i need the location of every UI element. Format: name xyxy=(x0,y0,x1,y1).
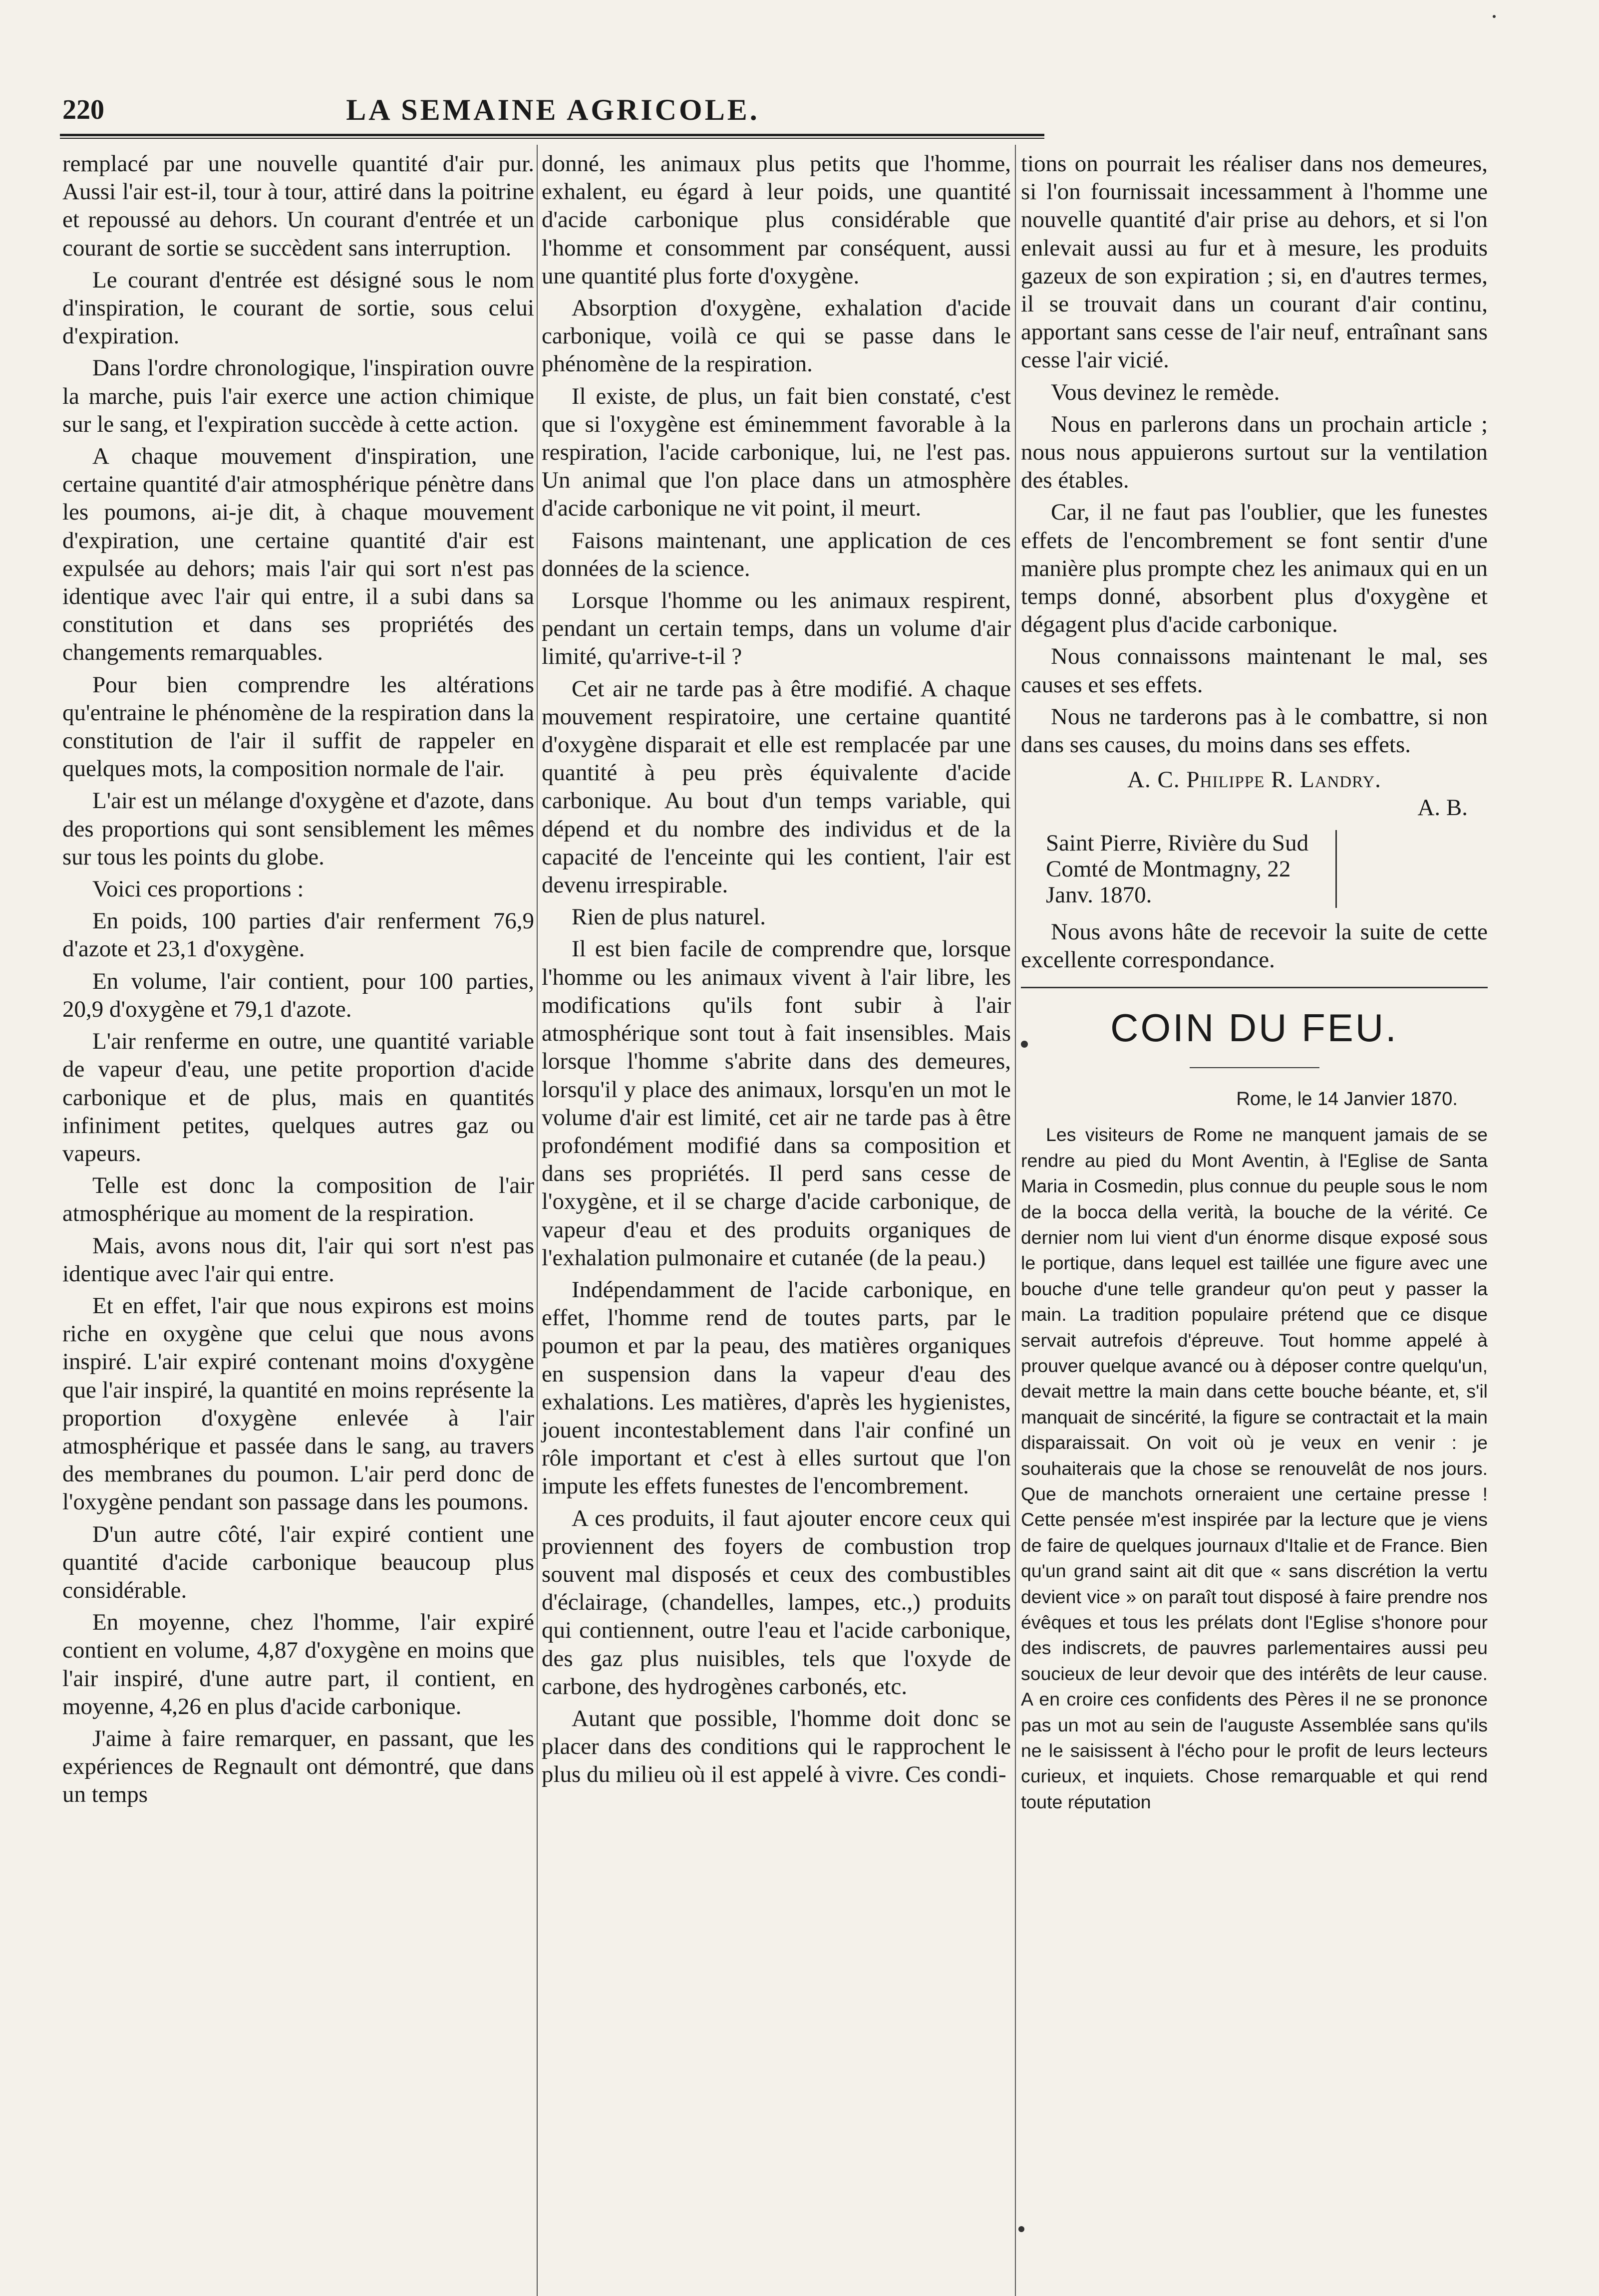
paragraph: En volume, l'air contient, pour 100 parties, 20,9 d'oxygène et 79,1 d'azote. xyxy=(62,968,534,1022)
paragraph: Car, il ne faut pas l'oublier, que les funestes effets de l'encombrement se font sentir d'une manière plus prompte chez les animaux qui en un temps donné, absorbent plus d'oxygène et dégagent plus d'acide carbonique. xyxy=(1021,499,1488,638)
paragraph: A chaque mouvement d'inspiration, une certaine quantité d'air atmosphérique pénètre dans les poumons, ai-je dit, à chaque mouvement d'expiration, une certaine quantité d'air est expulsée au dehors; mais l'air qui sort n'est pas identique avec l'air qui entre, il a subi dans sa constitution et dans ses propriétés des changements remarquables. xyxy=(62,443,534,666)
section-rule-short xyxy=(1190,1067,1319,1068)
paragraph: En moyenne, chez l'homme, l'air expiré contient en volume, 4,87 d'oxygène en moins que l'air inspiré, d'une autre part, il contient, en moyenne, 4,26 en plus d'acide carbonique. xyxy=(62,1609,534,1720)
paragraph: J'aime à faire remarquer, en passant, que les expériences de Regnault ont démontré, que dans un temps xyxy=(62,1725,534,1808)
ink-speck xyxy=(1493,15,1496,18)
author-signature: A. C. Philippe R. Landry. xyxy=(1127,767,1381,793)
paragraph: Il est bien facile de comprendre que, lorsque l'homme ou les animaux vivent à l'air libre, les modifications qu'ils font subir à l'air atmosphérique sont tout à fait insensibles. Mais lorsque l'homme s'abrite dans des demeures, lorsqu'il y place des animaux, lorsqu'en un mot le volume d'air est limité, cet air ne tarde pas à être profondément modifié dans sa composition et dans ses propriétés. Il perd sans cesse de l'oxygène, et il se charge d'acide carbonique, de vapeur d'eau et des produits organiques de l'exhalation pulmonaire et cutanée (de la peau.) xyxy=(542,936,1011,1271)
paragraph: Lorsque l'homme ou les animaux respirent, pendant un certain temps, dans un volume d'air limité, qu'arrive-t-il ? xyxy=(542,587,1011,670)
column-divider xyxy=(1015,145,1016,2296)
paragraph: Faisons maintenant, une application de ces données de la science. xyxy=(542,527,1011,581)
paragraph: Et en effet, l'air que nous expirons est moins riche en oxygène que celui que nous avons inspiré. L'air expiré contenant moins d'oxygène que l'air inspiré, la quantité en moins représente la proportion d'oxygène enlevée à l'air atmosphérique et passée dans le sang, au travers des membranes du poumon. L'air perd donc de l'oxygène pendant son passage dans les poumons. xyxy=(62,1292,534,1515)
paragraph: Il existe, de plus, un fait bien constaté, c'est que si l'oxygène est éminemment favorable à la respiration, l'acide carbonique, lui, ne l'est pas. Un animal que l'on place dans un atmosphère d'acide carbonique ne vit point, il meurt. xyxy=(542,383,1011,522)
feature-article xyxy=(1021,1122,1488,1815)
section-title: COIN DU FEU. xyxy=(1110,1006,1398,1050)
paragraph: Indépendamment de l'acide carbonique, en effet, l'homme rend de toutes parts, par le poumon et par la peau, des matières organiques en suspension dans la vapeur d'eau des exhalations. Les matières, d'après les hygienistes, jouent incontestablement dans l'air confiné un rôle important et c'est à elles surtout que l'on impute les effets funestes de l'encombrement. xyxy=(542,1276,1011,1499)
author-initials: A. B. xyxy=(1417,795,1468,821)
paragraph: Autant que possible, l'homme doit donc se placer dans des conditions qui le rapprochent le plus du milieu où il est appelé à vivre. Ces condi- xyxy=(542,1705,1011,1788)
ink-speck xyxy=(1018,2226,1024,2232)
page-number: 220 xyxy=(62,94,104,125)
page-header xyxy=(62,92,1043,127)
paragraph: Cet air ne tarde pas à être modifié. A chaque mouvement respiratoire, une certaine quantité d'oxygène disparait et elle est remplacée par une quantité à peu près équivalente d'acide carbonique. Au bout d'un temps variable, qui dépend et du nombre des individus et de la capacité de l'enceinte qui les contient, l'air est devenu irrespirable. xyxy=(542,675,1011,898)
paragraph: Mais, avons nous dit, l'air qui sort n'est pas identique avec l'air qui entre. xyxy=(62,1232,534,1287)
paragraph: A ces produits, il faut ajouter encore ceux qui proviennent des foyers de combustion trop souvent mal disposés et ceux des combustibles d'éclairage, (chandelles, lampes, etc.,) produits qui contiennent, outre l'eau et l'acide carbonique, des gaz plus nuisibles, tels que l'oxyde de carbone, des hydrogènes carbonés, etc. xyxy=(542,1505,1011,1700)
paragraph: Pour bien comprendre les altérations qu'entraine le phénomène de la respiration dans la constitution de l'air il suffit de rappeler en quelques mots, la composition normale de l'air. xyxy=(62,671,534,782)
paragraph: Nous connaissons maintenant le mal, ses causes et ses effets. xyxy=(1021,643,1488,698)
paragraph: En poids, 100 parties d'air renferment 76,9 d'azote et 23,1 d'oxygène. xyxy=(62,908,534,962)
column-2 xyxy=(542,150,1011,1793)
paragraph: remplacé par une nouvelle quantité d'air pur. Aussi l'air est-il, tour à tour, attiré dans la poitrine et repoussé au dehors. Un courant d'entrée et un courant de sortie se succèdent sans interruption. xyxy=(62,151,534,261)
header-rule-thin xyxy=(60,138,1044,139)
paragraph: Absorption d'oxygène, exhalation d'acide carbonique, voilà ce qui se passe dans le phénomène de la respiration. xyxy=(542,295,1011,377)
dateline: Rome, le 14 Janvier 1870. xyxy=(1236,1089,1458,1110)
paragraph: Nous ne tarderons pas à le combattre, si non dans ses causes, du moins dans ses effets. xyxy=(1021,703,1488,758)
paragraph: Vous devinez le remède. xyxy=(1051,379,1280,405)
paragraph: Nous en parlerons dans un prochain article ; nous nous appuierons surtout sur la ventilation des étables. xyxy=(1021,411,1488,494)
column-divider xyxy=(537,145,538,2296)
column-3 xyxy=(1021,150,1488,1815)
column-1 xyxy=(62,150,534,1813)
paragraph: Les visiteurs de Rome ne manquent jamais de se rendre au pied du Mont Aventin, à l'Eglise de Santa Maria in Cosmedin, plus connue du peuple sous le nom de la bocca della verità, la bouche de la vérité. Ce dernier nom lui vient d'un énorme disque exposé sous le portique, dans lequel est taillée une figure avec une bouche d'une telle grandeur qu'on peut y passer la main. La tradition populaire prétend que ce disque servait autrefois d'épreuve. Tout homme appelé à prouver quelque avancé ou à déposer contre quelqu'un, devait mettre la main dans cette bouche béante, et, s'il manquait de sincérité, la figure se contractait et la main disparaissait. On voit où je veux en venir : je souhaiterais que la chose se renouvelât de nos jours. Que de manchots orneraient une certaine presse ! Cette pensée m'est inspirée par la lecture que je viens de faire de quelques journaux d'Italie et de France. Bien qu'un grand saint ait dit que « sans discrétion la vertu devient vice » on paraît tout disposé à faire prendre nos évêques et tous les prélats dont l'Eglise s'honore pour des indiscrets, de pauvres parlementaires aussi peu soucieux de leur devoir que des intérêts de leur cause. A en croire ces confidents des Pères il ne se prononce pas un mot au sein de l'auguste Assemblée sans qu'ils ne le saisissent à l'écho pour le profit de leurs lecteurs curieux, et inquiets. Chose remarquable et qui rend toute réputation xyxy=(1021,1124,1488,1812)
editor-note: Nous avons hâte de recevoir la suite de cette excellente correspondance. xyxy=(1021,918,1488,973)
header-rule xyxy=(60,134,1044,136)
paragraph: Dans l'ordre chronologique, l'inspiration ouvre la marche, puis l'air exerce une action chimique sur le sang, et l'expiration succède à cette action. xyxy=(62,355,534,437)
paragraph: L'air est un mélange d'oxygène et d'azote, dans des proportions qui sont sensiblement les mêmes sur tous les points du globe. xyxy=(62,788,534,870)
paragraph: Le courant d'entrée est désigné sous le nom d'inspiration, le courant de sortie, sous celui d'expiration. xyxy=(62,267,534,349)
paragraph: L'air renferme en outre, une quantité variable de vapeur d'eau, une petite proportion d'acide carbonique et de plus, mais en quantités infiniment petites, quelques autres gaz ou vapeurs. xyxy=(62,1028,534,1166)
place-and-date: Saint Pierre, Rivière du Sud Comté de Montmagny, 22 Janv. 1870. xyxy=(1046,830,1337,908)
paragraph: D'un autre côté, l'air expiré contient une quantité d'acide carbonique beaucoup plus considérable. xyxy=(62,1521,534,1603)
paragraph: Voici ces proportions : xyxy=(92,876,304,902)
section-rule xyxy=(1021,987,1488,988)
paragraph: tions on pourrait les réaliser dans nos demeures, si l'on fournissait incessamment à l'homme une nouvelle quantité d'air prise au dehors, et si l'on enlevait aussi au fur et à mesure, les produits gazeux de son expiration ; si, en d'autres termes, il se trouvait dans un courant d'air continu, apportant sans cesse de l'air neuf, entraînant sans cesse l'air vicié. xyxy=(1021,151,1488,373)
ink-speck xyxy=(1021,1041,1028,1048)
paragraph: donné, les animaux plus petits que l'homme, exhalent, eu égard à leur poids, une quantité d'acide carbonique plus considérable que l'homme et consomment par conséquent, aussi une quantité plus forte d'oxygène. xyxy=(542,151,1011,289)
journal-title: LA SEMAINE AGRICOLE. xyxy=(346,93,760,126)
paragraph: Telle est donc la composition de l'air atmosphérique au moment de la respiration. xyxy=(62,1172,534,1227)
paragraph: Rien de plus naturel. xyxy=(572,904,766,930)
